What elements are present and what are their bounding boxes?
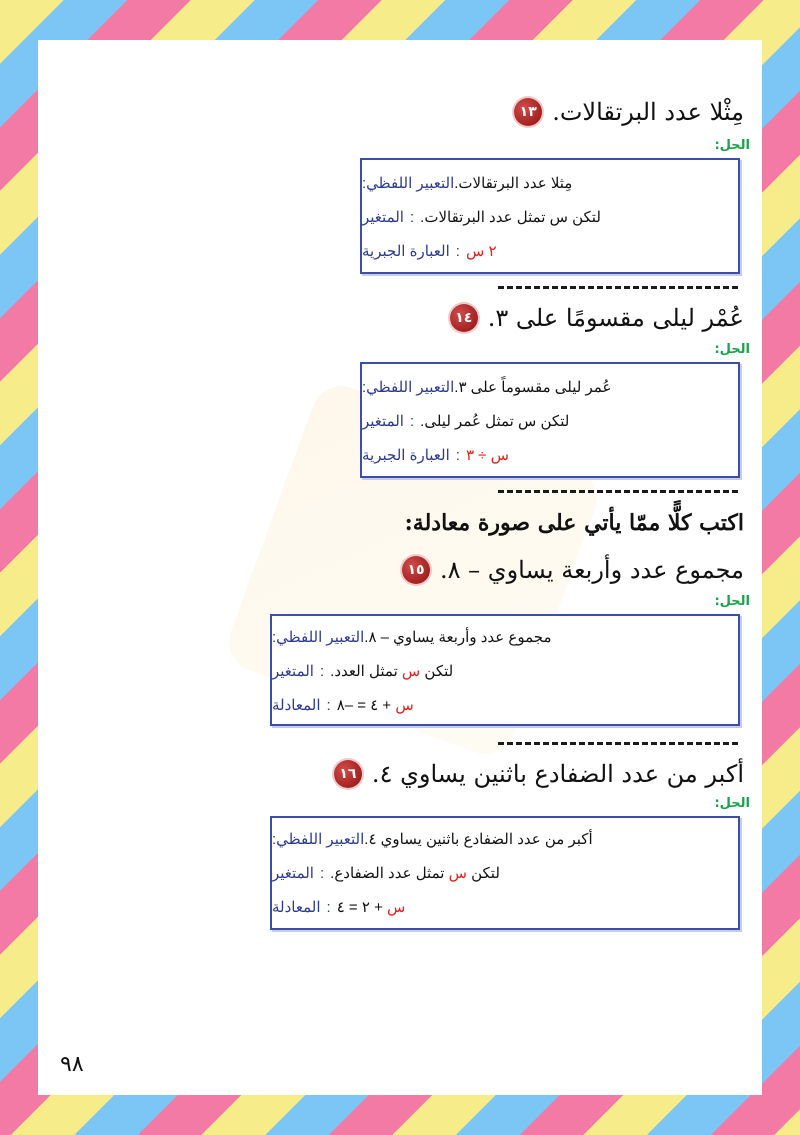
dashed-divider [498,742,738,745]
row-colon: : [409,412,415,430]
row-value: ٢ س [465,243,497,260]
question-number-badge: ١٦ [334,760,362,788]
variable-row [362,208,704,226]
question-text: مِثْلا عدد البرتقالات. [552,98,744,126]
row-label: المعادلة [272,697,321,714]
question-16 [334,760,744,788]
row-label: المتغير [272,865,314,882]
row-label: التعبير اللفظي: [272,629,365,646]
row-colon: : [326,898,331,916]
question-text: مجموع عدد وأربعة يساوي – ٨. [440,556,744,584]
row-label: المتغير [362,413,404,430]
solution-box-14 [360,362,740,478]
section-heading: اكتب كلًّا ممّا يأتي على صورة معادلة: [404,510,744,536]
row-colon: : [409,208,415,226]
dashed-divider [498,286,738,289]
question-15 [402,556,744,584]
solution-box-16 [270,816,740,930]
verbal-expression-row [362,174,704,192]
row-value: س + ٢ = ٤ [336,899,406,916]
solution-label: الحل: [714,796,750,811]
variable-row [272,662,704,680]
row-label: العبارة الجبرية [362,243,450,260]
row-value: س + ٤ = –٨ [336,697,414,714]
row-colon: : [455,242,460,260]
question-text: عُمْر ليلى مقسومًا على ٣. [487,304,744,332]
row-value: مجموع عدد وأربعة يساوي – ٨. [364,629,552,646]
question-13 [514,98,744,126]
algebraic-expression-row [362,242,704,260]
row-label: التعبير اللفظي: [362,175,455,192]
worksheet-page [38,40,762,1095]
verbal-expression-row [272,628,704,646]
row-value: لتكن س تمثل العدد. [330,663,454,680]
verbal-expression-row [272,830,704,848]
algebraic-expression-row [362,446,704,464]
question-number-badge: ١٤ [450,304,478,332]
solution-label: الحل: [714,594,750,609]
row-value: لتكن س تمثل عُمر ليلى. [420,413,570,430]
row-value: س ÷ ٣ [465,447,509,464]
row-label: المتغير [362,209,404,226]
solution-box-13 [360,158,740,274]
variable-row [362,412,704,430]
row-label: المتغير [272,663,314,680]
row-colon: : [319,864,325,882]
row-label: التعبير اللفظي: [272,831,365,848]
equation-row [272,696,704,714]
dashed-divider [498,490,738,493]
row-label: المعادلة [272,899,321,916]
row-value: لتكن س تمثل عدد البرتقالات. [420,209,601,226]
question-number-badge: ١٣ [514,98,542,126]
row-value: لتكن س تمثل عدد الضفادع. [330,865,500,882]
question-number-badge: ١٥ [402,556,430,584]
variable-row [272,864,704,882]
page-number: ٩٨ [60,1052,84,1077]
equation-row [272,898,704,916]
solution-label: الحل: [714,138,750,153]
question-14 [450,304,744,332]
row-label: التعبير اللفظي: [362,379,455,396]
row-colon: : [455,446,460,464]
verbal-expression-row [362,378,704,396]
row-value: مِثلا عدد البرتقالات. [454,175,573,192]
question-text: أكبر من عدد الضفادع باثنين يساوي ٤. [371,760,744,788]
row-label: العبارة الجبرية [362,447,450,464]
solution-box-15 [270,614,740,726]
row-colon: : [319,662,325,680]
solution-label: الحل: [714,342,750,357]
row-colon: : [326,696,331,714]
row-value: أكبر من عدد الضفادع باثنين يساوي ٤. [364,831,593,848]
row-value: عُمر ليلى مقسوماً على ٣. [454,379,612,396]
